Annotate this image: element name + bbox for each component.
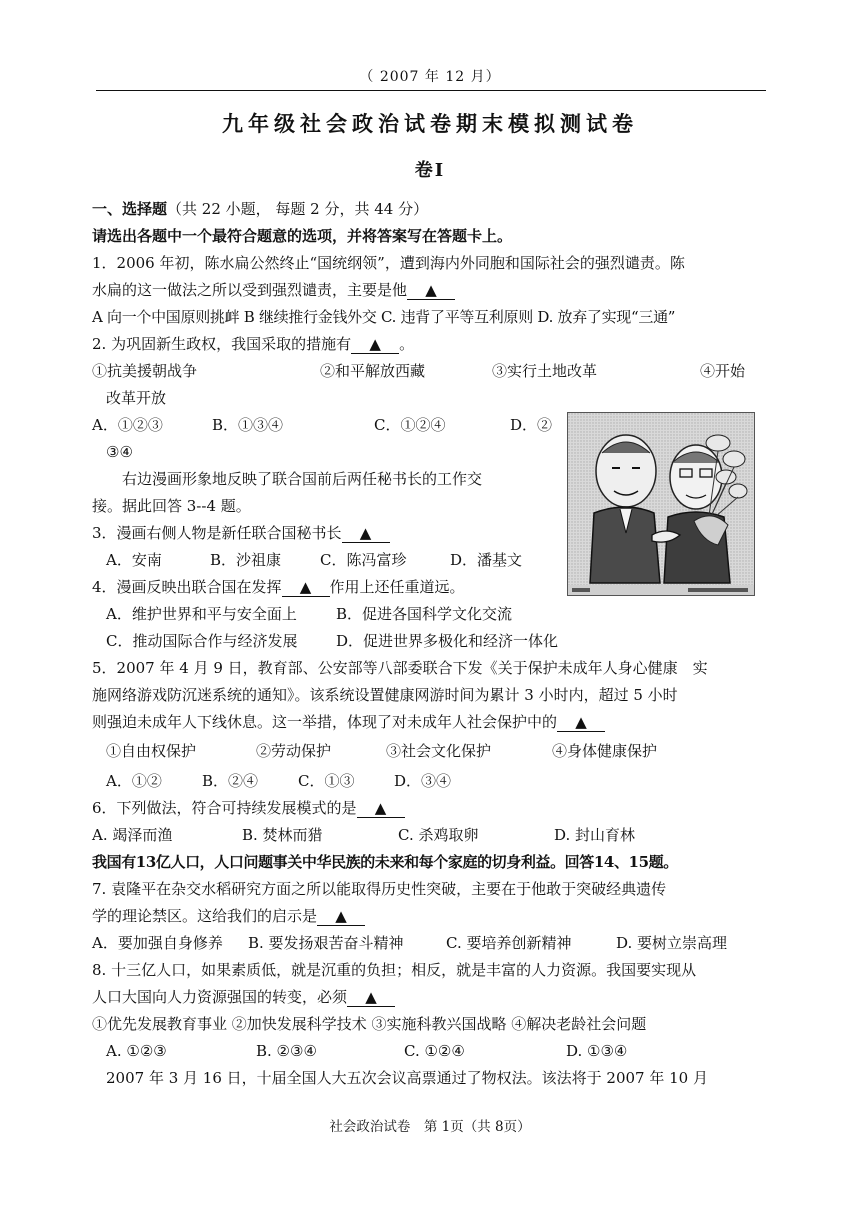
section-heading-title: 一、选择题 <box>92 200 168 218</box>
q2-stem-end: 。 <box>399 335 415 353</box>
q5-item-2: ②劳动保护 <box>256 742 332 760</box>
q3-answer-blank: ▲ <box>342 525 390 543</box>
q5-option-d: D．③④ <box>394 772 452 790</box>
q4-stem-text: 4．漫画反映出联合国在发挥 <box>92 578 282 596</box>
q8-answer-blank: ▲ <box>347 989 395 1007</box>
q1-line-2 <box>92 277 772 304</box>
q2-items <box>92 358 772 385</box>
q1-line-1: 1．2006 年初，陈水扁公然终止“国统纲领”，遭到海内外同胞和国际社会的强烈谴责。陈 <box>92 254 685 272</box>
q7-stem-end: 学的理论禁区。这给我们的启示是 <box>92 907 318 925</box>
q7-line-2 <box>92 903 772 930</box>
q6-answer-blank: ▲ <box>357 800 405 818</box>
volume-label: 卷Ⅰ <box>414 160 446 181</box>
q5-line-2: 施网络游戏防沉迷系统的通知》。该系统设置健康网游时间为累计 3 小时内，超过 5 小时 <box>92 686 678 704</box>
q7-line-1: 7. 袁隆平在杂交水稻研究方面之所以能取得历史性突破，主要在于他敢于突破经典遗传 <box>92 880 667 898</box>
q5-items <box>92 738 772 765</box>
q5-stem-end: 则强迫未成年人下线休息。这一举措，体现了对未成年人社会保护中的 <box>92 713 558 731</box>
q7-option-a: A．要加强自身修养 <box>92 934 223 952</box>
q2-option-d: D．② <box>510 416 553 434</box>
q6-stem-text: 6．下列做法，符合可持续发展模式的是 <box>92 799 357 817</box>
q4-option-a: A．维护世界和平与安全面上 <box>106 605 297 623</box>
q7-options <box>92 930 772 957</box>
q8-items: ①优先发展教育事业 ②加快发展科学技术 ③实施科教兴国战略 ④解决老龄社会问题 <box>92 1015 647 1033</box>
q1-options: A 向一个中国原则挑衅 B 继续推行金钱外交 C. 违背了平等互利原则 D. 放弃了实现“三通” <box>92 308 676 326</box>
page-footer: 社会政治试卷 第 1页（共 8页） <box>329 1119 531 1135</box>
q5-item-4: ④身体健康保护 <box>552 742 658 760</box>
q2-item-1: ①抗美援朝战争 <box>92 362 198 380</box>
q4-answer-blank: ▲ <box>282 579 330 597</box>
q2-item-3: ③实行土地改革 <box>492 362 598 380</box>
q2-item-4: ④开始 <box>700 362 746 380</box>
cartoon-intro-line-2: 接。据此回答 3--4 题。 <box>92 497 251 515</box>
q7-option-d: D. 要树立崇高理 <box>616 934 728 952</box>
exam-content <box>92 196 772 1092</box>
q6-stem <box>92 795 772 822</box>
q7-answer-blank: ▲ <box>317 908 365 926</box>
q3-option-d: D．潘基文 <box>450 551 523 569</box>
exam-date: （ 2007 年 12 月） <box>359 69 501 85</box>
q8-options <box>92 1038 772 1065</box>
q2-answer-blank: ▲ <box>351 336 399 354</box>
q8-line-2 <box>92 984 772 1011</box>
q5-options <box>92 768 772 795</box>
un-secretaries-cartoon <box>567 412 755 596</box>
q4-option-b: B．促进各国科学文化交流 <box>336 605 513 623</box>
q3-option-a: A．安南 <box>106 551 162 569</box>
q3-stem-text: 3．漫画右侧人物是新任联合国秘书长 <box>92 524 342 542</box>
q2-item-4-cont: 改革开放 <box>106 389 167 407</box>
q8-option-b: B. ②③④ <box>256 1042 317 1060</box>
q8-line-1: 8. 十三亿人口，如果素质低，就是沉重的负担；相反，就是丰富的人力资源。我国要实现从 <box>92 961 697 979</box>
q2-item-2: ②和平解放西藏 <box>320 362 426 380</box>
q7-option-b: B. 要发扬艰苦奋斗精神 <box>248 934 404 952</box>
q3-option-b: B．沙祖康 <box>210 551 282 569</box>
property-law-paragraph: 2007 年 3 月 16 日，十届全国人大五次会议高票通过了物权法。该法将于 2007 年 10 月 <box>106 1069 708 1087</box>
q4-option-d: D．促进世界多极化和经济一体化 <box>336 632 559 650</box>
q8-stem-end: 人口大国向人力资源强国的转变，必须 <box>92 988 348 1006</box>
q5-line-1: 5．2007 年 4 月 9 日，教育部、公安部等八部委联合下发《关于保护未成年人身心健康 实 <box>92 659 708 677</box>
q2-stem-text: 2. 为巩固新生政权，我国采取的措施有 <box>92 335 352 353</box>
q4-options-row-2 <box>92 628 772 655</box>
q4-option-c: C．推动国际合作与经济发展 <box>106 632 298 650</box>
q1-stem-end: 水扁的这一做法之所以受到强烈谴责，主要是他 <box>92 281 408 299</box>
q6-option-b: B. 焚林而猎 <box>242 826 323 844</box>
q4-stem-end: 作用上还任重道远。 <box>329 578 465 596</box>
q8-option-d: D. ①③④ <box>566 1042 628 1060</box>
header-rule <box>96 90 766 91</box>
q6-option-a: A. 竭泽而渔 <box>92 826 173 844</box>
q5-line-3 <box>92 709 772 736</box>
q5-item-3: ③社会文化保护 <box>386 742 492 760</box>
q3-option-c: C．陈冯富珍 <box>320 551 407 569</box>
q2-stem <box>92 331 772 358</box>
q5-option-c: C．①③ <box>298 772 355 790</box>
q4-options-row-1 <box>92 601 772 628</box>
q5-item-1: ①自由权保护 <box>106 742 197 760</box>
q5-answer-blank: ▲ <box>557 714 605 732</box>
section-heading-note: （共 22 小题， 每题 2 分，共 44 分） <box>167 200 429 218</box>
page-title: 九年级社会政治试卷期末模拟测试卷 <box>222 111 638 136</box>
q1-answer-blank: ▲ <box>407 282 455 300</box>
q8-option-a: A. ①②③ <box>106 1042 167 1060</box>
q6-option-c: C. 杀鸡取卵 <box>398 826 479 844</box>
q2-option-d-cont: ③④ <box>106 443 133 461</box>
section-instruction: 请选出各题中一个最符合题意的选项，并将答案写在答题卡上。 <box>92 227 513 245</box>
q2-option-c: C．①②④ <box>374 416 446 434</box>
q6-options <box>92 822 772 849</box>
q2-option-a: A．①②③ <box>92 416 163 434</box>
section-heading <box>92 196 772 223</box>
q6-option-d: D. 封山育林 <box>554 826 636 844</box>
population-note: 我国有13亿人口，人口问题事关中华民族的未来和每个家庭的切身利益。回答14、15题。 <box>92 853 678 871</box>
q5-option-b: B．②④ <box>202 772 259 790</box>
q7-option-c: C. 要培养创新精神 <box>446 934 572 952</box>
q5-option-a: A．①② <box>106 772 162 790</box>
cartoon-intro-line-1: 右边漫画形象地反映了联合国前后两任秘书长的工作交 <box>122 470 483 488</box>
q2-option-b: B．①③④ <box>212 416 284 434</box>
cartoon-drawing <box>568 413 754 595</box>
q8-option-c: C. ①②④ <box>404 1042 465 1060</box>
